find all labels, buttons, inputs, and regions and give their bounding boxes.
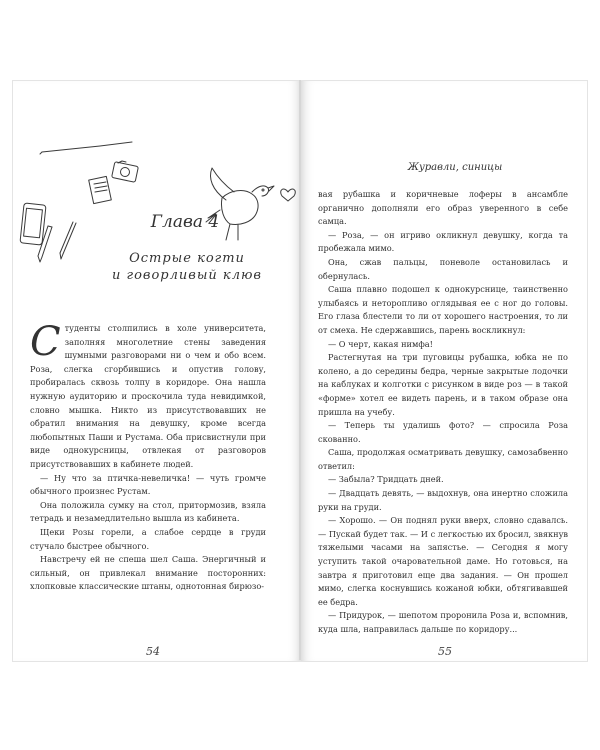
paragraph: Щеки Розы горели, а слабое сердце в груди стучало быстрее обычного. <box>30 526 266 551</box>
paragraph: — Придурок, — шепотом проронила Роза и, вспомнив, куда шла, направилась дальше по коридору... <box>318 610 568 634</box>
right-page-body <box>318 188 568 637</box>
paragraph: Навстречу ей не спеша шел Саша. Энергичный и сильный, он привлекал внимание посторонних: хлопковые классические штаны, однотонная бирюзо- <box>30 554 266 592</box>
running-header: Журавли, синицы <box>407 162 503 173</box>
paragraph: Растегнутая на три пуговицы рубашка, юбка не по колено, а до середины бедра, черные закрытые лодочки на каблуках и колготки с рисунком в виде роз — в такой «форме» хотел ее видеть парень, и в таком образе она пришла на учебу. <box>318 352 568 417</box>
notebook-edge-icon <box>42 142 132 152</box>
heart-icon <box>281 189 296 201</box>
chapter-illustration <box>12 80 300 320</box>
paragraph: Саша, продолжая осматривать девушку, самозабвенно ответил: <box>318 447 568 471</box>
paragraph: Она, сжав пальцы, поневоле остановилась и обернулась. <box>318 256 568 281</box>
paragraph: вая рубашка и коричневые лоферы в ансамбле органично дополняли его образ уверенного в себе самца. <box>318 189 568 227</box>
paragraph: Она положила сумку на стол, притормозив, взяла тетрадь и незамедлительно вышла из кабинета. <box>30 499 266 524</box>
paragraph: Студенты столпились в холе университета, заполняя многолетние стены заведения шумными разговорами ни о чем и обо всем. Роза, слегка сгорбившись и опустив голову, пробиралась сквозь толпу в коридоре. Она нашла нужную аудиторию и проскочила туда невидимкой, словно мышка. Никто из присутствовавших не обратил внимания на девушку, кроме всегда любопытных Паши и Рустама. Оба присвистнули при виде однокурсницы, отвлекая от разговоров присутствовавших в кабинете людей. <box>30 319 266 469</box>
page-number-left: 54 <box>146 645 160 658</box>
note-icon <box>89 176 112 203</box>
left-page-body <box>30 319 266 594</box>
smartphone-icon <box>20 203 46 245</box>
drop-cap: С <box>30 319 61 365</box>
chapter-subtitle-line-2: и говорливый клюв <box>112 268 262 283</box>
paragraph: — Забыла? Тридцать дней. <box>328 474 444 485</box>
camera-icon <box>112 161 139 182</box>
chapter-subtitle-line-1: Острые когти <box>129 251 245 266</box>
paragraph: — Хорошо. — Он поднял руки вверх, словно сдавалсь. — Пускай будет так. — И с легкостью их бросил, звякнув тяжелыми часами на запястье. — Сегодня я могу уступить такой очаровательной даме. Но готовься, на завтра я приготовил еще два задания. — Он прошел мимо, слегка коснувшись кожаной юбки, обтягивавшей ее бедра. <box>318 515 568 607</box>
paragraph: — О черт, какая нимфа! <box>328 338 433 349</box>
paragraph: — Роза, — он игриво окликнул девушку, когда та пробежала мимо. <box>318 229 568 254</box>
paragraph: — Ну что за птичка-невеличка! — чуть громче обычного произнес Рустам. <box>30 472 266 497</box>
paragraph: — Двадцать девять, — выдохнув, она инертно сложила руки на груди. <box>318 488 568 512</box>
paragraph: Саша плавно подошел к однокурснице, таинственно улыбаясь и неторопливо оглядывая ее с ног до головы. Его глаза блестели то ли от хорошего настроения, то ли от смеха. Не сдержавшись, парень воскликнул: <box>318 284 568 335</box>
page-number-right: 55 <box>438 645 452 658</box>
chapter-title: Глава 4 <box>150 212 220 232</box>
paragraph: — Теперь ты удалишь фото? — спросила Роза скованно. <box>318 420 568 444</box>
chapter-subtitle <box>92 250 282 284</box>
pen-icon <box>60 222 76 259</box>
